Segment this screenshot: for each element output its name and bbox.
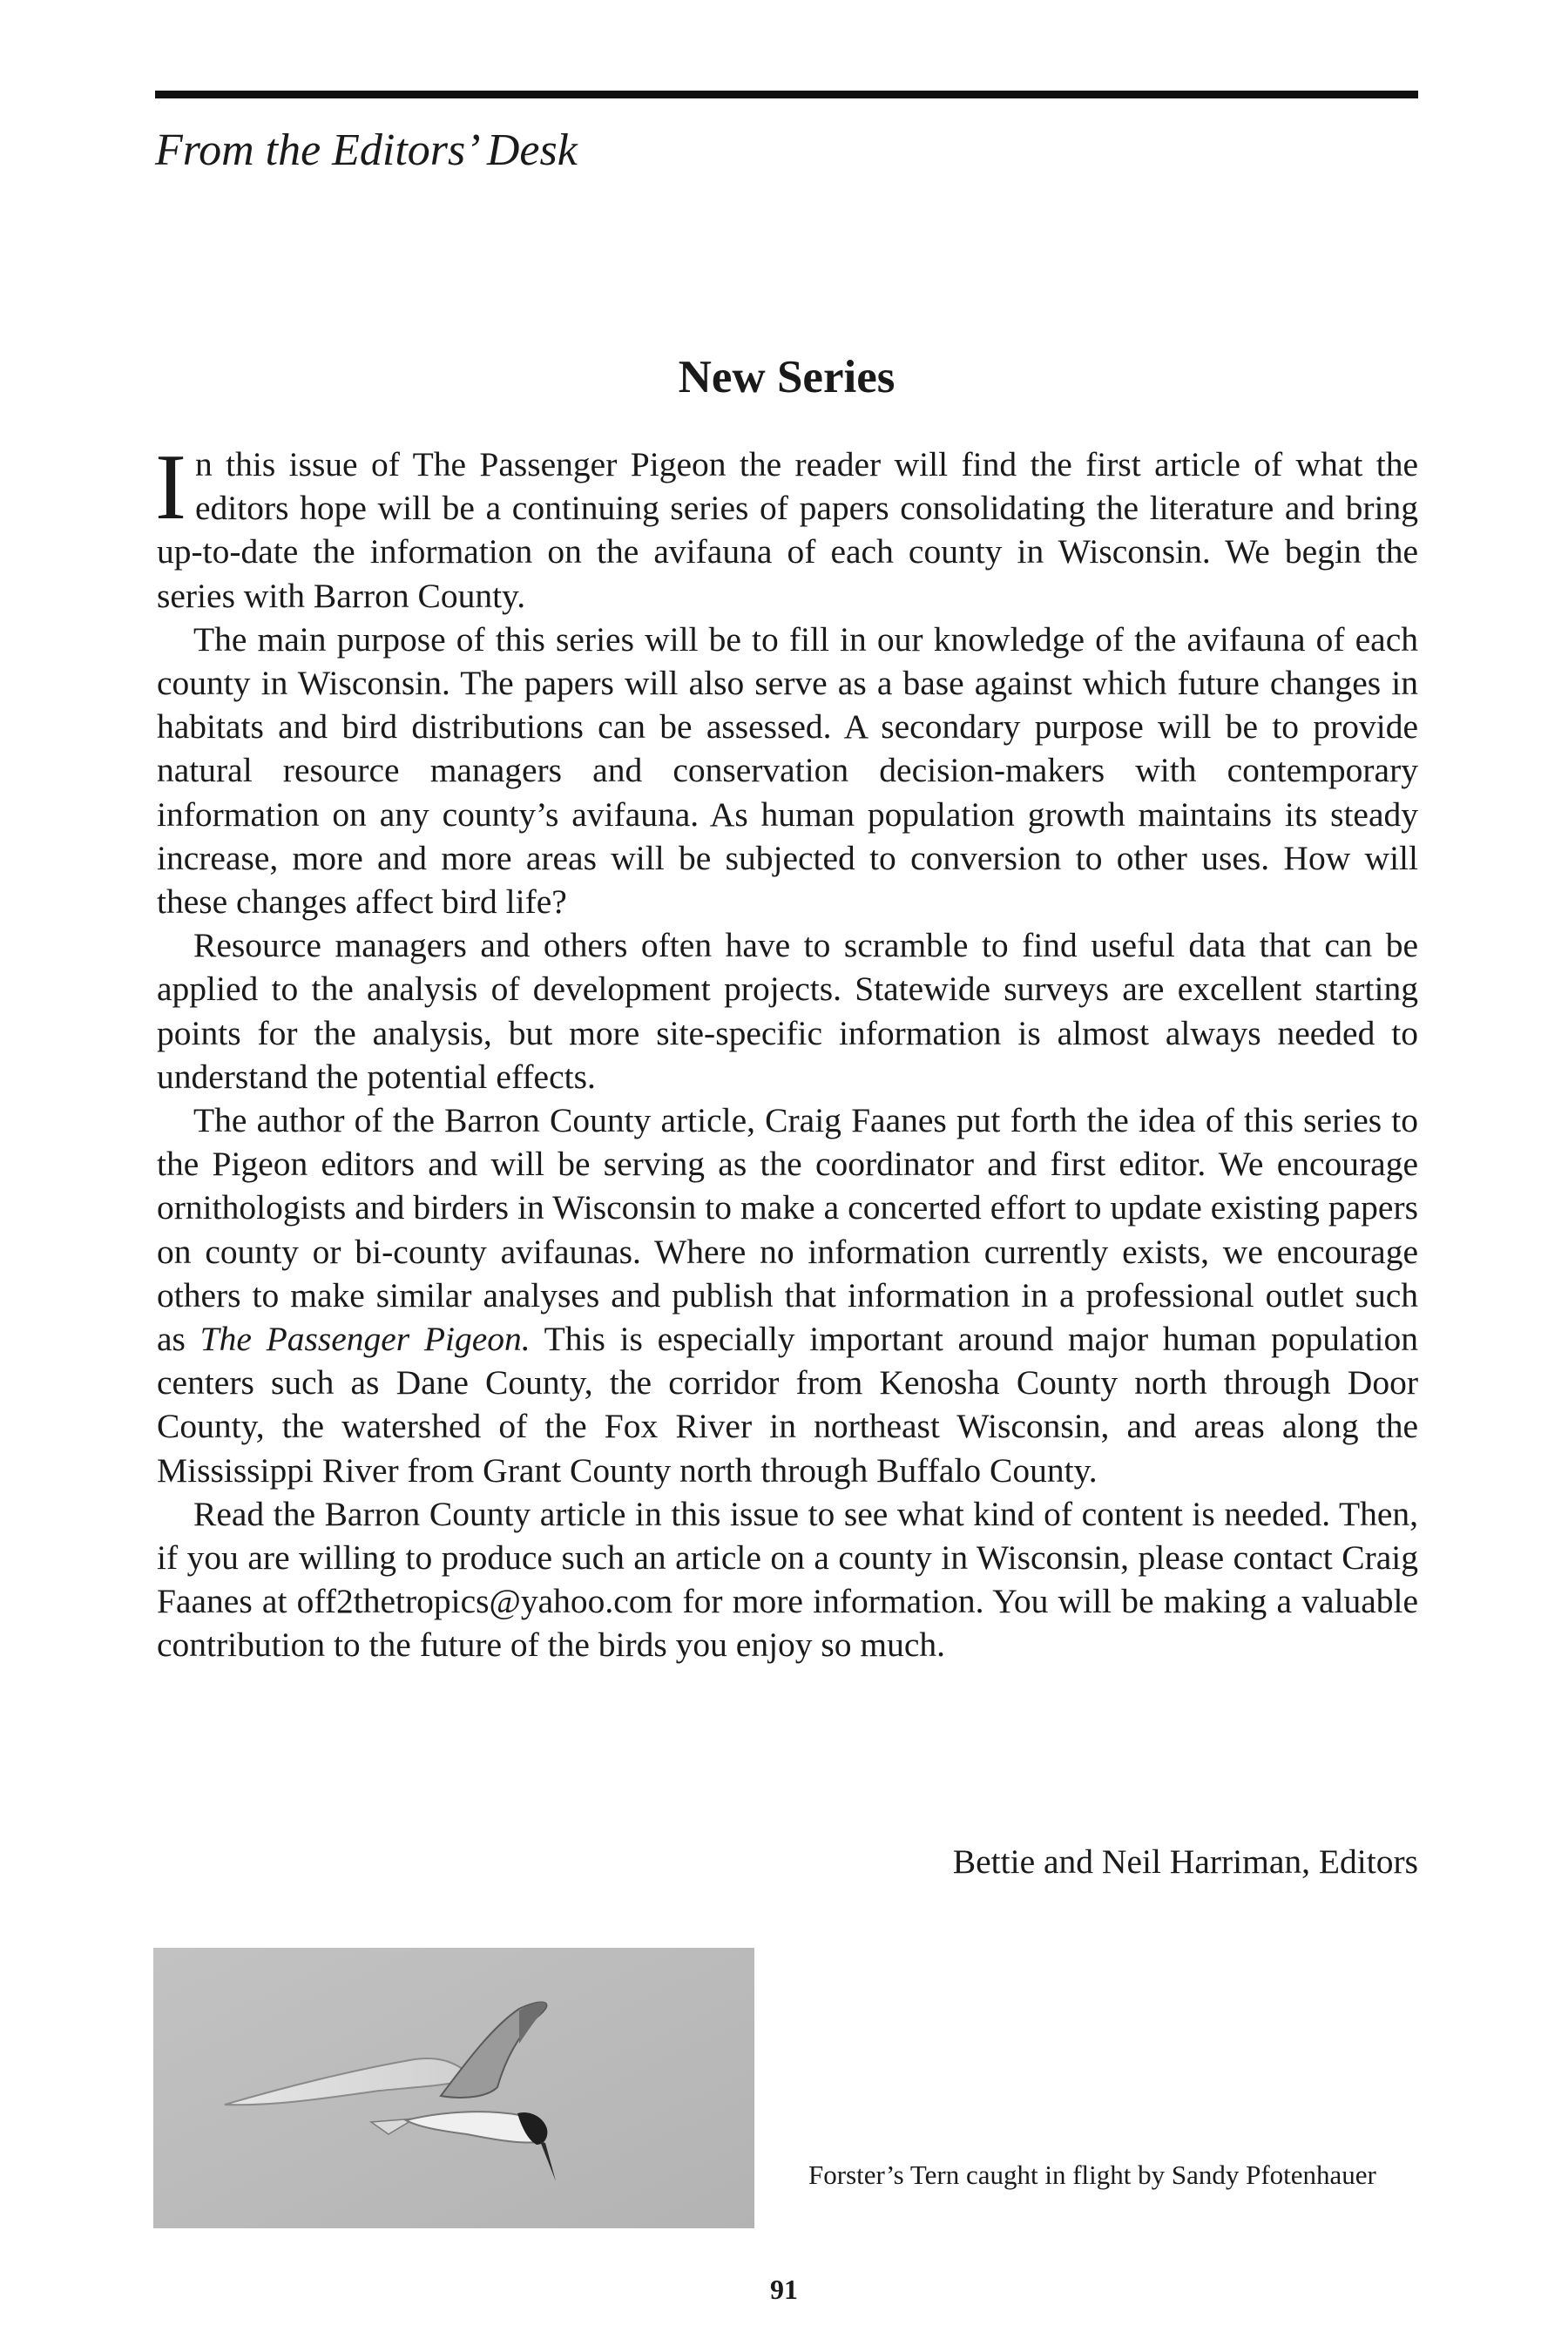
drop-cap: I — [155, 436, 186, 539]
article-title: New Series — [678, 352, 896, 402]
paragraph-4-text-b: This is especially important around major human population centers such as Dane County, the corridor from Kenosha County north through Door County, the watershed of the Fox River in northeast Wisconsin, and areas along the Mississippi River from Grant County north through Buffalo County. — [157, 1320, 1418, 1490]
editors-signature: Bettie and Neil Harriman, Editors — [952, 1842, 1418, 1881]
paragraph-1-text: n this issue of The Passenger Pigeon the reader will find the first article of what the editors hope will be a continuing series of papers consolidating the literature and bring up-to-date the information on the avifauna of each county in Wisconsin. We begin the series with Barron County. — [157, 445, 1418, 615]
paragraph-4 — [157, 1098, 1418, 1492]
journal-title-italic: The Passenger Pigeon. — [199, 1320, 531, 1359]
page-number: 91 — [770, 2274, 798, 2305]
header-rule — [155, 91, 1418, 98]
paragraph-4-text-a: The author of the Barron County article, Craig Faanes put forth the idea of this series to the Pigeon editors and will be serving as the coordinator and first editor. We encourage ornithologists and birders in Wisconsin to make a concerted effort to update existing papers on county or bi-county avifaunas. Where no information currently exists, we encourage others to make similar analyses and publish that information in a professional outlet such as — [157, 1101, 1418, 1359]
section-label: From the Editors’ Desk — [155, 125, 578, 175]
paragraph-2: The main purpose of this series will be to fill in our knowledge of the avifauna of each county in Wisconsin. The papers will also serve as a base against which future changes in habitats and bird distributions can be assessed. A secondary purpose will be to provide natural resource managers and conservation decision-makers with contemporary information on any county’s avifauna. As human population growth maintains its steady increase, more and more areas will be subjected to conversion to other uses. How will these changes affect bird life? — [157, 619, 1418, 922]
paragraph-3: Resource managers and others often have to scramble to find useful data that can be applied to the analysis of development projects. Statewide surveys are excellent starting points for the analysis, but more site-specific information is almost always needed to understand the potential effects. — [157, 926, 1418, 1096]
paragraph-5: Read the Barron County article in this issue to see what kind of content is needed. Then, if you are willing to produce such an article on a county in Wisconsin, please contact Craig Faanes at off2thetropics@yahoo.com for more information. You will be making a valuable contribution to the future of the birds you enjoy so much. — [157, 1494, 1418, 1665]
article-body — [155, 436, 1418, 1667]
photo-caption: Forster’s Tern caught in flight by Sandy Pfotenhauer — [808, 2159, 1376, 2190]
paragraph-1 — [155, 436, 1418, 618]
tern-in-flight-icon — [153, 1948, 754, 2228]
tern-photo — [153, 1948, 754, 2228]
